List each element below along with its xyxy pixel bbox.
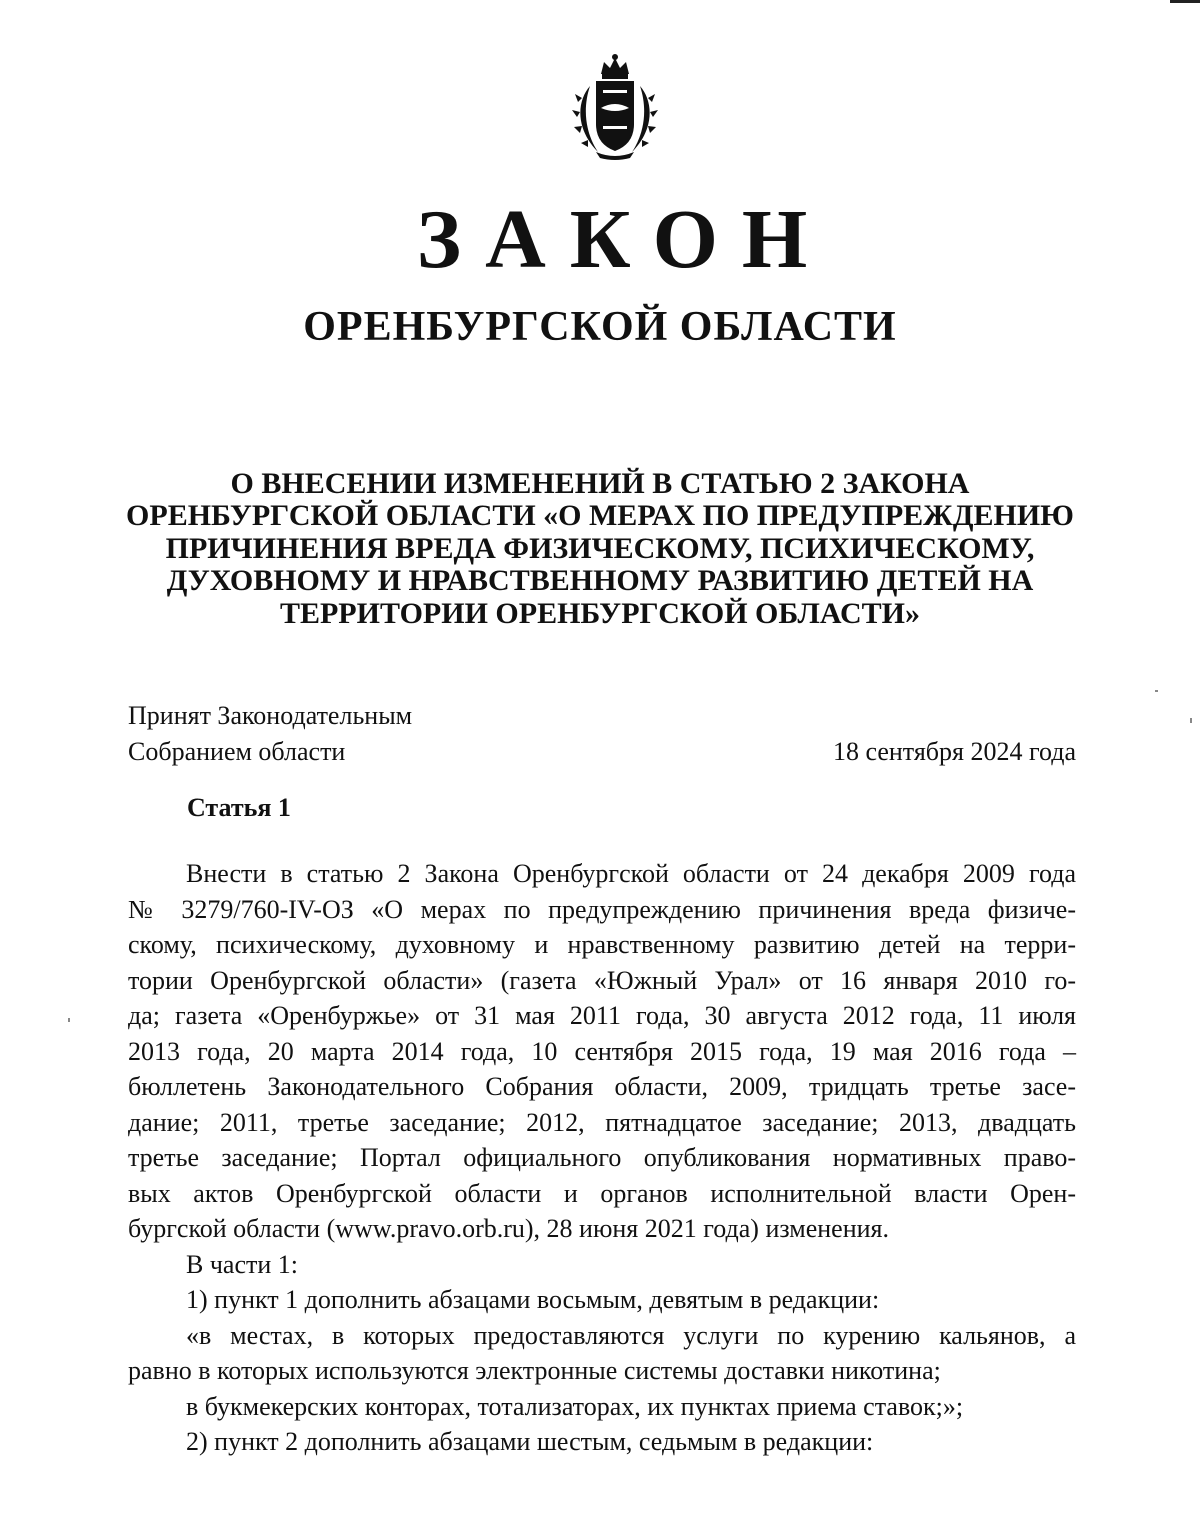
paragraph-line: № 3279/760-IV-ОЗ «О мерах по предупреждению причинения вреда физиче-	[128, 894, 1076, 924]
list-item: 2) пункт 2 дополнить абзацами шестым, седьмым в редакции:	[186, 1427, 874, 1456]
heading-line: ДУХОВНОМУ И НРАВСТВЕННОМУ РАЗВИТИЮ ДЕТЕЙ НА	[166, 564, 1034, 598]
scan-corner-mark	[1170, 0, 1200, 9]
adoption-line: Собранием области	[128, 737, 346, 766]
document-type-title: ЗАКОН	[416, 193, 832, 286]
quote-line: «в местах, в которых предоставляются услуги по курению кальянов, а	[186, 1320, 1076, 1350]
paragraph-line: дание; 2011, третье заседание; 2012, пятнадцатое заседание; 2013, двадцать	[128, 1107, 1076, 1137]
article-body	[128, 856, 1076, 1460]
scan-speck	[1190, 718, 1192, 723]
paragraph-line: бургской области (www.pravo.orb.ru), 28 июня 2021 года) изменения.	[128, 1214, 890, 1243]
quote-line: в букмекерских конторах, тотализаторах, их пунктах приема ставок;»;	[186, 1391, 964, 1421]
adoption-date: 18 сентября 2024 года	[832, 737, 1076, 766]
adoption-note	[128, 698, 412, 770]
paragraph-line: да; газета «Оренбуржье» от 31 мая 2011 года, 30 августа 2012 года, 11 июля	[128, 1001, 1076, 1030]
adoption-line: Принят Законодательным	[128, 701, 413, 730]
heading-line: ПРИЧИНЕНИЯ ВРЕДА ФИЗИЧЕСКОМУ, ПСИХИЧЕСКОМУ,	[165, 531, 1035, 565]
law-heading	[100, 468, 1100, 630]
article-title: Статья 1	[187, 793, 291, 822]
part-label: В части 1:	[186, 1249, 298, 1279]
list-item: 1) пункт 1 дополнить абзацами восьмым, девятым в редакции:	[186, 1285, 880, 1314]
heading-line: ОРЕНБУРГСКОЙ ОБЛАСТИ «О МЕРАХ ПО ПРЕДУПРЕЖДЕНИЮ	[126, 499, 1074, 533]
paragraph-line: 2013 года, 20 марта 2014 года, 10 сентября 2015 года, 19 мая 2016 года –	[128, 1036, 1076, 1066]
paragraph-line: Внести в статью 2 Закона Оренбургской области от 24 декабря 2009 года	[186, 859, 1076, 888]
scan-speck	[68, 1018, 70, 1022]
paragraph-line: тории Оренбургской области» (газета «Южный Урал» от 16 января 2010 го-	[128, 965, 1076, 995]
region-name: ОРЕНБУРГСКОЙ ОБЛАСТИ	[303, 304, 897, 350]
paragraph-line: третье заседание; Портал официального опубликования нормативных право-	[128, 1143, 1076, 1172]
quote-line: равно в которых используются электронные системы доставки никотина;	[128, 1356, 941, 1385]
coat-of-arms-icon	[568, 52, 662, 160]
paragraph-line: скому, психическому, духовному и нравственному развитию детей на терри-	[128, 930, 1076, 959]
scan-speck	[1155, 690, 1158, 692]
paragraph-line: бюллетень Законодательного Собрания области, 2009, тридцать третье засе-	[128, 1072, 1076, 1101]
heading-line: О ВНЕСЕНИИ ИЗМЕНЕНИЙ В СТАТЬЮ 2 ЗАКОНА	[230, 467, 970, 500]
paragraph-line: вых актов Оренбургской области и органов исполнительной власти Орен-	[128, 1178, 1076, 1208]
heading-line: ТЕРРИТОРИИ ОРЕНБУРГСКОЙ ОБЛАСТИ»	[279, 596, 921, 630]
